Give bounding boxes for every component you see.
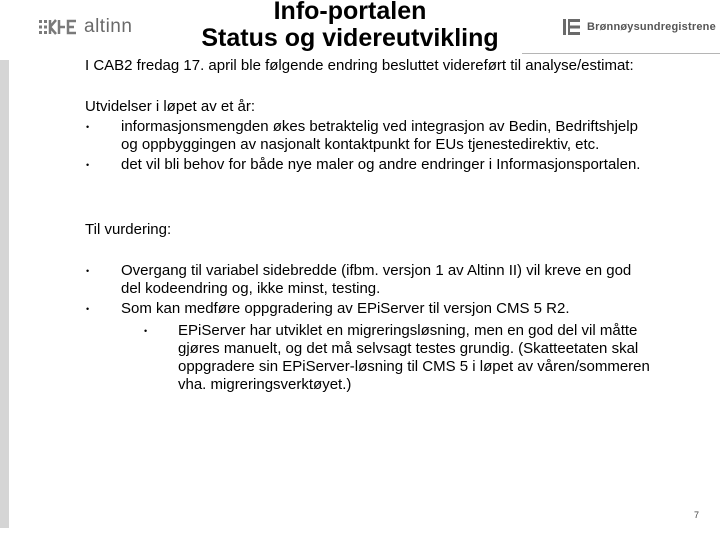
list-item: Som kan medføre oppgradering av EPiServer til versjon CMS 5 R2. (121, 300, 570, 317)
header-divider (522, 53, 720, 54)
bullet-marker: • (86, 304, 90, 314)
list-item: informasjonsmengden økes betraktelig ved integrasjon av Bedin, Bedriftshjelp (121, 118, 638, 135)
list-item-continuation: del kodeendring og, ikke minst, testing. (121, 280, 381, 297)
title-line-1: Info-portalen (273, 0, 427, 25)
intro-text: I CAB2 fredag 17. april ble følgende endring besluttet videreført til analyse/estimat: (85, 57, 634, 74)
bullet-marker: • (86, 266, 90, 276)
bullet-marker: • (86, 160, 90, 170)
sub-bullet-marker: • (144, 326, 148, 336)
title-line-2: Status og videreutvikling (201, 24, 499, 52)
page-title (150, 0, 550, 52)
altinn-logo (38, 16, 132, 38)
list-item: det vil bli behov for både nye maler og andre endringer i Informasjonsportalen. (121, 156, 641, 173)
brreg-logo-icon (563, 18, 581, 36)
sub-list-item-continuation: gjøres manuelt, og det må selvsagt testes grundig. (Skatteetaten skal (178, 340, 639, 357)
sub-list-item: EPiServer har utviklet en migreringsløsning, men en god del vil måtte (178, 322, 638, 339)
brreg-logo (563, 18, 716, 36)
list-item-continuation: og oppbyggingen av nasjonalt kontaktpunkt for EUs tjenestedirektiv, etc. (121, 136, 600, 153)
left-accent-bar (0, 60, 9, 528)
brreg-logo-text: Brønnøysundregistrene (587, 21, 716, 33)
sub-list-item-continuation: oppgradere sin EPiServer-løsning til CMS 5 i løpet av våren/sommeren (178, 358, 650, 375)
list-item: Overgang til variabel sidebredde (ifbm. versjon 1 av Altinn II) vil kreve en god (121, 262, 632, 279)
sub-list-item-continuation: vha. migreringsverktøyet.) (178, 376, 352, 393)
page-number: 7 (694, 510, 700, 520)
section1-heading: Utvidelser i løpet av et år: (85, 98, 256, 115)
altinn-logo-text: altinn (84, 16, 133, 37)
bullet-marker: • (86, 122, 90, 132)
section2-heading: Til vurdering: (85, 221, 172, 238)
altinn-logo-icon (38, 17, 78, 37)
